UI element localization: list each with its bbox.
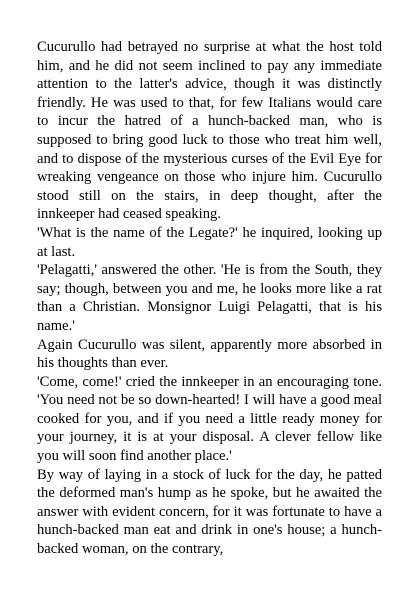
paragraph: 'Come, come!' cried the innkeeper in an encouraging tone. 'You need not be so down-hearted! I will have a good meal cooked for you, and if you need a little ready money for your journey, it is at your disposal. A clever fellow like you will soon find another place.' [37,373,382,465]
paragraph: 'Pelagatti,' answered the other. 'He is from the South, they say; though, between you and me, he looks more like a rat than a Christian. Monsignor Luigi Pelagatti, that is his name.' [37,262,382,334]
paragraph: Again Cucurullo was silent, apparently more absorbed in his thoughts than ever. [37,336,382,372]
paragraph: Cucurullo had betrayed no surprise at what the host told him, and he did not seem inclined to pay any immediate attention to the latter's advice, though it was distinctly friendly. He was used to that, for few Italians would care to incur the hatred of a hunch-backed man, who is supposed to bring good luck to those who treat him well, and to dispose of the mysterious curses of the Evil Eye for wreaking vengeance on those who injure him. Cucurullo stood still on the stairs, in deep thought, after the innkeeper had ceased speaking. [37,39,382,223]
paragraph: 'What is the name of the Legate?' he inquired, looking up at last. [37,224,382,260]
paragraph: By way of laying in a stock of luck for the day, he patted the deformed man's hump as he spoke, but he awaited the answer with evident concern, for it was fortunate to have a hunch-backed man eat and drink in one's house; a hunch-backed woman, on the contrary, [37,466,382,558]
document-page [37,38,382,559]
